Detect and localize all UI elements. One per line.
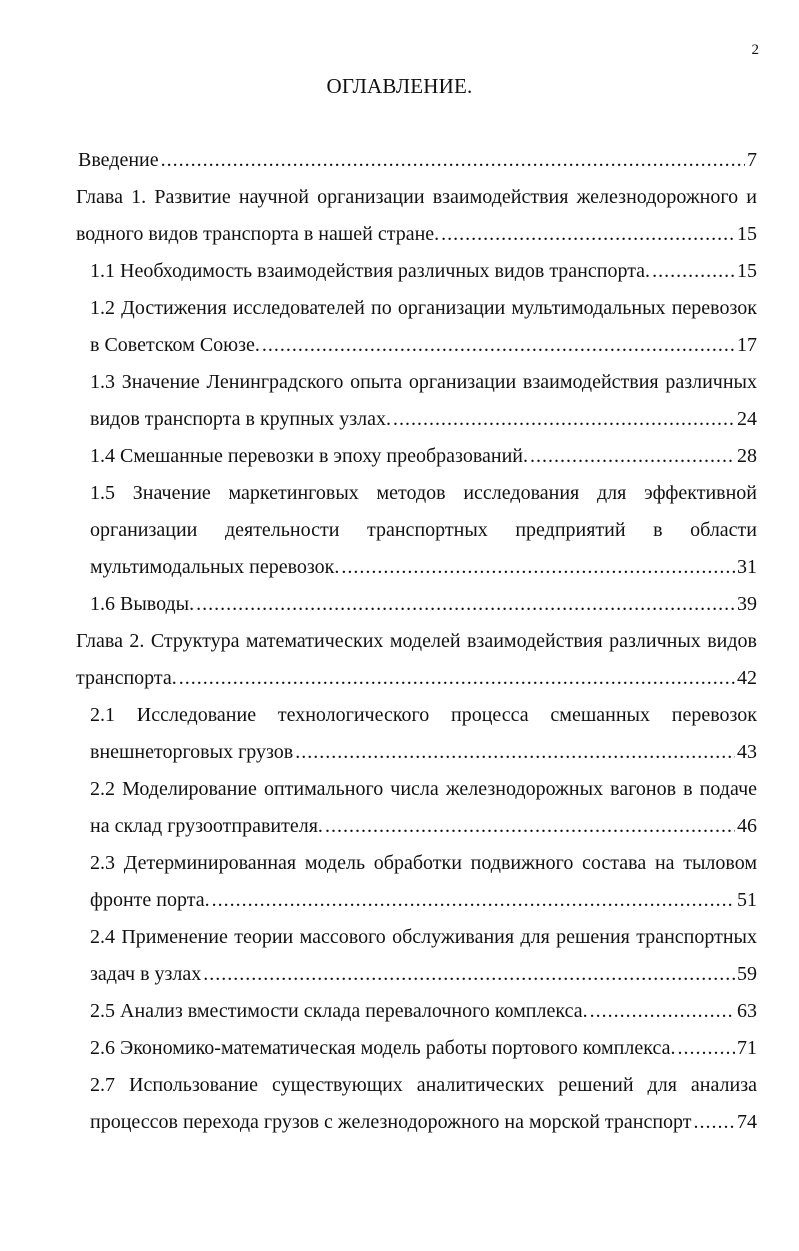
toc-entry-last-line	[90, 1104, 757, 1141]
toc-entry-text: задач в узлах	[90, 963, 202, 985]
toc-entry-last-line	[90, 586, 757, 623]
dot-leader	[325, 808, 735, 845]
toc-entry-page: 15	[737, 260, 757, 282]
dot-leader	[212, 882, 735, 919]
toc-entry-page: 39	[737, 593, 757, 615]
dot-leader	[677, 1030, 735, 1067]
toc-entry-text: Введение	[78, 149, 159, 171]
toc-entry-last-line	[90, 253, 757, 290]
toc-entry-line: 2.7 Использование существующих аналитических решений для анализа	[90, 1074, 757, 1096]
toc-entry-text: 1.6 Выводы.	[90, 593, 195, 615]
toc-entry[interactable]	[0, 364, 799, 438]
toc-entry-line: 1.2 Достижения исследователей по организации мультимодальных перевозок	[90, 297, 757, 319]
toc-entry-text: водного видов транспорта в нашей стране.	[76, 223, 440, 245]
toc-entry-text: внешнеторговых грузов	[90, 741, 294, 763]
dot-leader	[590, 993, 735, 1030]
dot-leader	[694, 1104, 735, 1141]
toc-entry-text: мультимодальных перевозок.	[90, 556, 340, 578]
toc-entry-text: 1.4 Смешанные перевозки в эпоху преобразований.	[90, 445, 529, 467]
page-number: 2	[751, 42, 759, 58]
dot-leader	[203, 956, 735, 993]
toc-entry-line: 2.4 Применение теории массового обслуживания для решения транспортных	[90, 926, 757, 948]
toc-entry-page: 31	[737, 556, 757, 578]
toc-entry-text: видов транспорта в крупных узлах.	[90, 408, 392, 430]
toc-entry-line: 1.3 Значение Ленинградского опыта организации взаимодействия различных	[90, 371, 757, 393]
dot-leader	[530, 438, 735, 475]
toc-entry-page: 59	[737, 963, 757, 985]
toc-entry-last-line	[90, 549, 757, 586]
toc-entry[interactable]	[0, 1067, 799, 1141]
toc-entry-page: 71	[737, 1037, 757, 1059]
toc-entry[interactable]	[0, 586, 799, 623]
toc-entry-last-line	[90, 956, 757, 993]
toc-entry[interactable]	[0, 438, 799, 475]
toc-entry-line: 2.1 Исследование технологического процесса смешанных перевозок	[90, 704, 757, 726]
toc-entry-line: Глава 2. Структура математических моделей взаимодействия различных видов	[76, 630, 757, 652]
toc-entry-last-line	[90, 993, 757, 1030]
toc-entry-text: процессов перехода грузов с железнодорожного на морской транспорт	[90, 1111, 692, 1133]
toc-entry[interactable]	[0, 179, 799, 253]
toc-entry-page: 7	[747, 149, 757, 171]
toc-entry[interactable]	[0, 475, 799, 586]
toc-entry-page: 74	[737, 1111, 757, 1133]
toc-entry-text: на склад грузоотправителя.	[90, 815, 323, 837]
toc-entry-line: 2.3 Детерминированная модель обработки подвижного состава на тыловом	[90, 852, 757, 874]
toc-entry-last-line	[90, 882, 757, 919]
toc-entry[interactable]	[0, 771, 799, 845]
toc-entry-last-line	[90, 1030, 757, 1067]
toc-entry[interactable]	[0, 290, 799, 364]
toc-entry-page: 15	[737, 223, 757, 245]
dot-leader	[295, 734, 735, 771]
toc-entry-last-line	[90, 401, 757, 438]
toc-entry-page: 46	[737, 815, 757, 837]
toc-entry-line: 2.2 Моделирование оптимального числа железнодорожных вагонов в подаче	[90, 778, 757, 800]
dot-leader	[393, 401, 735, 438]
toc-entry-last-line	[90, 327, 757, 364]
dot-leader	[161, 142, 745, 179]
toc-entry-text: в Советском Союзе.	[90, 334, 260, 356]
toc-entry-text: 2.6 Экономико-математическая модель работы портового комплекса.	[90, 1037, 676, 1059]
toc-entry-line: Глава 1. Развитие научной организации взаимодействия железнодорожного и	[76, 186, 757, 208]
dot-leader	[441, 216, 735, 253]
toc-entry-text: транспорта.	[76, 667, 177, 689]
page-title: ОГЛАВЛЕНИЕ.	[326, 74, 473, 98]
toc-entry-line: организации деятельности транспортных предприятий в области	[90, 519, 757, 541]
dot-leader	[341, 549, 735, 586]
dot-leader	[652, 253, 735, 290]
toc-entry-text: 2.5 Анализ вместимости склада перевалочного комплекса.	[90, 1000, 588, 1022]
toc-entry-last-line	[90, 808, 757, 845]
toc-entry[interactable]	[0, 142, 799, 179]
toc-entry[interactable]	[0, 253, 799, 290]
toc-entry-last-line	[76, 216, 757, 253]
toc-entry-page: 28	[737, 445, 757, 467]
toc-entry-page: 42	[737, 667, 757, 689]
table-of-contents	[0, 142, 799, 1141]
toc-entry-last-line	[90, 438, 757, 475]
toc-entry[interactable]	[0, 919, 799, 993]
toc-entry-text: 1.1 Необходимость взаимодействия различных видов транспорта.	[90, 260, 651, 282]
toc-entry[interactable]	[0, 623, 799, 697]
toc-entry[interactable]	[0, 1030, 799, 1067]
dot-leader	[262, 327, 735, 364]
dot-leader	[179, 660, 735, 697]
toc-entry[interactable]	[0, 845, 799, 919]
toc-entry-last-line	[78, 142, 757, 179]
toc-entry-page: 63	[737, 1000, 757, 1022]
toc-entry-last-line	[90, 734, 757, 771]
toc-entry[interactable]	[0, 697, 799, 771]
toc-entry[interactable]	[0, 993, 799, 1030]
toc-entry-line: 1.5 Значение маркетинговых методов исследования для эффективной	[90, 482, 757, 504]
toc-entry-page: 24	[737, 408, 757, 430]
toc-entry-page: 17	[737, 334, 757, 356]
toc-entry-last-line	[76, 660, 757, 697]
toc-entry-text: фронте порта.	[90, 889, 210, 911]
dot-leader	[196, 586, 735, 623]
toc-entry-page: 51	[737, 889, 757, 911]
toc-entry-page: 43	[737, 741, 757, 763]
